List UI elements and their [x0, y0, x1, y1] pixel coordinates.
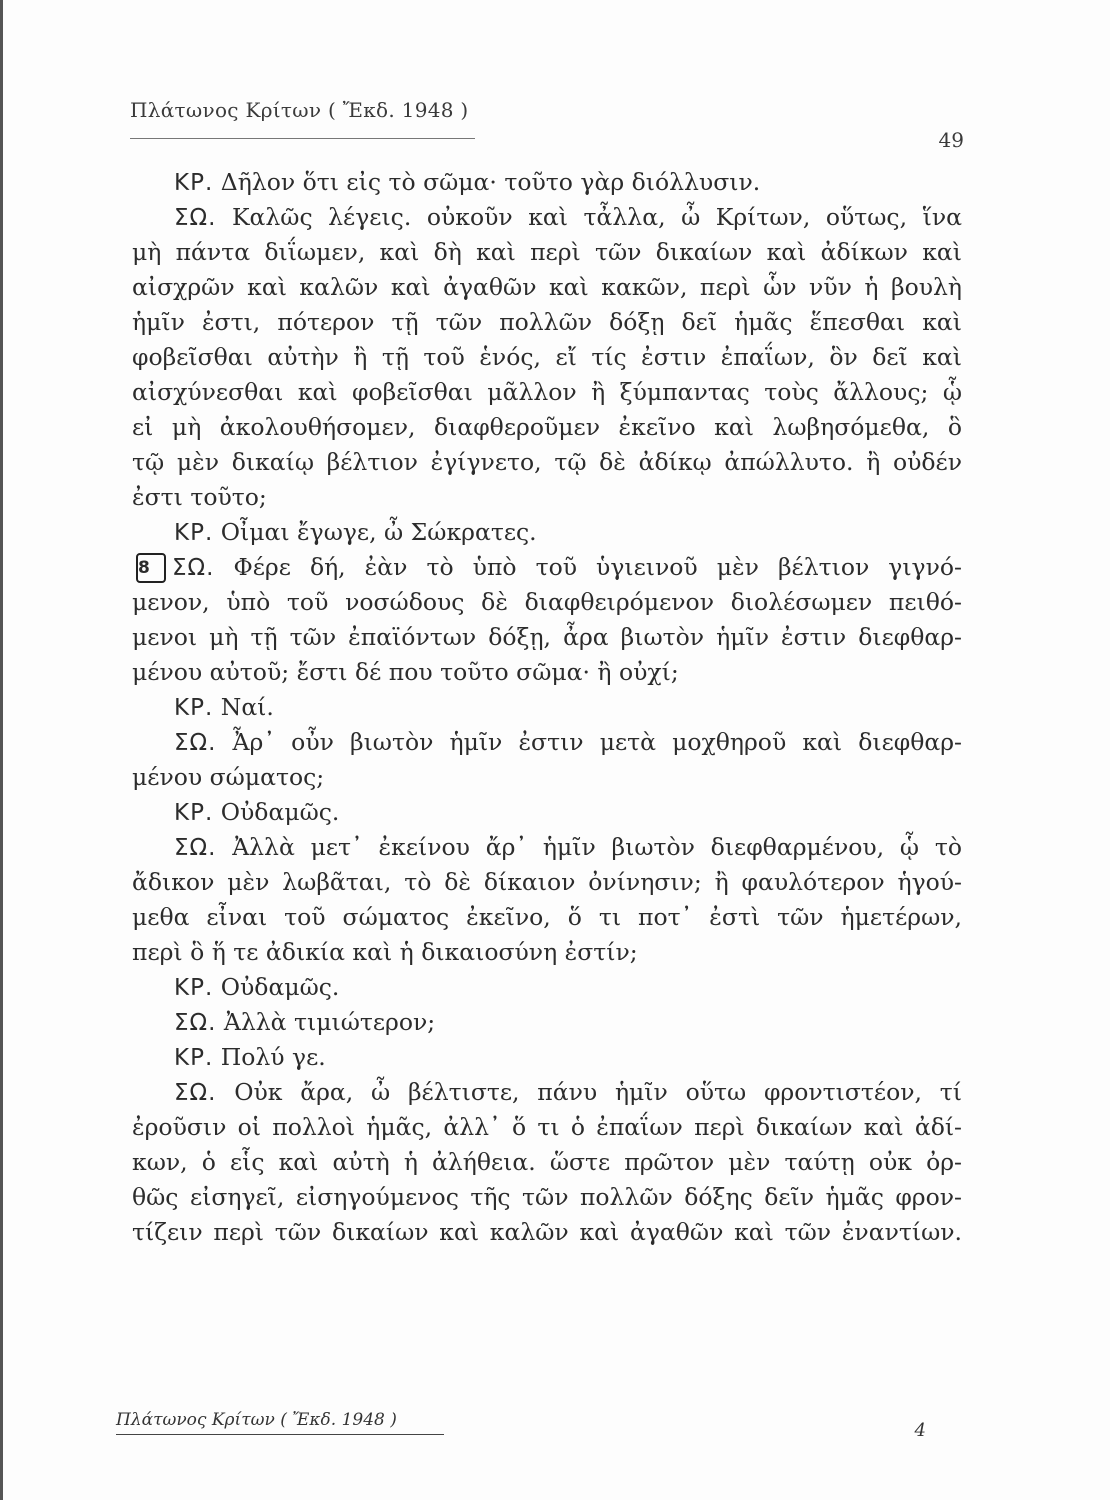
line-text: ἐροῦσιν οἱ πολλοὶ ἡμᾶς, ἀλλ᾽ ὅ τι ὁ ἐπαΐων περὶ δικαίων καὶ ἀδί-: [132, 1113, 962, 1141]
line-text: ἐστι τοῦτο;: [132, 483, 267, 511]
speaker-label: ΚΡ.: [174, 975, 214, 1001]
text-line: [132, 200, 962, 235]
text-line: [132, 1040, 962, 1075]
text-line: [132, 865, 962, 900]
line-text: μένου αὐτοῦ; ἔστι δέ που τοῦτο σῶμα· ἢ οὐχί;: [132, 658, 679, 686]
header-title: Πλάτωνος Κρίτων ( Ἔκδ. 1948 ): [130, 98, 469, 122]
line-text: θῶς εἰσηγεῖ, εἰσηγούμενος τῆς τῶν πολλῶν δόξης δεῖν ἡμᾶς φρον-: [132, 1183, 962, 1211]
text-line: [132, 585, 962, 620]
line-text: Φέρε δή, ἐὰν τὸ ὑπὸ τοῦ ὑγιεινοῦ μὲν βέλτιον γιγνό-: [233, 553, 962, 581]
line-text: μενοι μὴ τῇ τῶν ἐπαϊόντων δόξῃ, ἆρα βιωτὸν ἡμῖν ἐστιν διεφθαρ-: [132, 623, 962, 651]
line-text: τίζειν περὶ τῶν δικαίων καὶ καλῶν καὶ ἀγαθῶν καὶ τῶν ἐναντίων.: [132, 1218, 962, 1246]
text-line: [132, 375, 962, 410]
line-text: Οὐκ ἄρα, ὦ βέλτιστε, πάνυ ἡμῖν οὕτω φροντιστέον, τί: [234, 1078, 962, 1106]
line-text: Πολύ γε.: [220, 1043, 326, 1071]
text-line: [132, 165, 962, 200]
text-line: [132, 410, 962, 445]
speaker-label: ΣΩ.: [174, 835, 217, 861]
line-text: Ἀλλὰ μετ᾽ ἐκείνου ἄρ᾽ ἡμῖν βιωτὸν διεφθαρμένου, ᾧ τὸ: [232, 833, 962, 861]
line-text: Δῆλον ὅτι εἰς τὸ σῶμα· τοῦτο γὰρ διόλλυσιν.: [220, 168, 761, 196]
text-line: [132, 620, 962, 655]
text-line: [132, 305, 962, 340]
line-text: κων, ὁ εἷς καὶ αὐτὴ ἡ ἀλήθεια. ὥστε πρῶτον μὲν ταύτῃ οὐκ ὀρ-: [132, 1148, 962, 1176]
text-line: [132, 935, 962, 970]
text-line: [132, 515, 962, 550]
line-text: μένου σώματος;: [132, 763, 325, 791]
signature-mark: 4: [914, 1420, 926, 1441]
speaker-label: ΚΡ.: [174, 1045, 214, 1071]
header-rule: [130, 138, 475, 139]
text-line: [132, 1145, 962, 1180]
line-text: τῷ μὲν δικαίῳ βέλτιον ἐγίγνετο, τῷ δὲ ἀδίκῳ ἀπώλλυτο. ἢ οὐδέν: [132, 448, 962, 476]
text-line: [132, 1110, 962, 1145]
speaker-label: ΚΡ.: [174, 800, 214, 826]
line-text: αἰσχύνεσθαι καὶ φοβεῖσθαι μᾶλλον ἢ ξύμπαντας τοὺς ἄλλους; ᾧ: [132, 378, 962, 406]
speaker-label: ΣΩ.: [174, 1010, 217, 1036]
line-text: φοβεῖσθαι αὐτὴν ἢ τῇ τοῦ ἑνός, εἴ τίς ἐστιν ἐπαΐων, ὃν δεῖ καὶ: [132, 343, 962, 371]
text-line: [132, 1180, 962, 1215]
page-number: 49: [938, 128, 964, 152]
running-header: [130, 98, 970, 152]
footer-rule: [116, 1434, 444, 1435]
speaker-label: ΣΩ.: [174, 205, 217, 231]
text-line: [132, 655, 962, 690]
text-line: [132, 830, 962, 865]
speaker-label: ΚΡ.: [174, 520, 214, 546]
text-line: [132, 480, 962, 515]
text-line: [132, 270, 962, 305]
section-marker: 8: [136, 553, 166, 583]
text-line: [132, 725, 962, 760]
text-line: [132, 1215, 962, 1250]
text-line: [132, 760, 962, 795]
speaker-label: ΣΩ.: [172, 555, 215, 581]
line-text: περὶ ὃ ἥ τε ἀδικία καὶ ἡ δικαιοσύνη ἐστίν;: [132, 938, 638, 966]
speaker-label: ΚΡ.: [174, 695, 214, 721]
line-text: Οἶμαι ἔγωγε, ὦ Σώκρατες.: [220, 518, 537, 546]
text-line: [132, 1075, 962, 1110]
speaker-label: ΚΡ.: [174, 170, 214, 196]
text-line: [132, 690, 962, 725]
page-edge-shadow: [0, 0, 3, 1500]
line-text: Καλῶς λέγεις. οὐκοῦν καὶ τἆλλα, ὦ Κρίτων, οὕτως, ἵνα: [231, 203, 962, 231]
text-line: [132, 795, 962, 830]
text-line: [132, 970, 962, 1005]
line-text: αἰσχρῶν καὶ καλῶν καὶ ἀγαθῶν καὶ κακῶν, περὶ ὧν νῦν ἡ βουλὴ: [132, 273, 962, 301]
line-text: ἡμῖν ἐστι, πότερον τῇ τῶν πολλῶν δόξῃ δεῖ ἡμᾶς ἕπεσθαι καὶ: [132, 308, 962, 336]
text-line: [132, 340, 962, 375]
line-text: Ἀλλὰ τιμιώτερον;: [223, 1008, 436, 1036]
signature-footer: [116, 1410, 946, 1440]
text-line: [132, 1005, 962, 1040]
line-text: Οὐδαμῶς.: [220, 798, 340, 826]
line-text: μὴ πάντα διΐωμεν, καὶ δὴ καὶ περὶ τῶν δικαίων καὶ ἀδίκων καὶ: [132, 238, 962, 266]
text-line: [132, 445, 962, 480]
line-text: μεθα εἶναι τοῦ σώματος ἐκεῖνο, ὅ τι ποτ᾽ ἐστὶ τῶν ἡμετέρων,: [132, 903, 962, 931]
speaker-label: ΣΩ.: [174, 730, 217, 756]
footer-title: Πλάτωνος Κρίτων ( Ἔκδ. 1948 ): [116, 1410, 397, 1430]
line-text: εἰ μὴ ἀκολουθήσομεν, διαφθεροῦμεν ἐκεῖνο καὶ λωβησόμεθα, ὃ: [132, 413, 962, 441]
text-line: [132, 235, 962, 270]
text-line: [132, 550, 962, 585]
line-text: ἄδικον μὲν λωβᾶται, τὸ δὲ δίκαιον ὀνίνησιν; ἢ φαυλότερον ἡγού-: [132, 868, 962, 896]
line-text: Ναί.: [220, 693, 274, 721]
line-text: Ἆρ᾽ οὖν βιωτὸν ἡμῖν ἐστιν μετὰ μοχθηροῦ καὶ διεφθαρ-: [232, 728, 962, 756]
line-text: μενον, ὑπὸ τοῦ νοσώδους δὲ διαφθειρόμενον διολέσωμεν πειθό-: [132, 588, 962, 616]
dialogue-text: [132, 165, 962, 1250]
text-line: [132, 900, 962, 935]
speaker-label: ΣΩ.: [174, 1080, 217, 1106]
line-text: Οὐδαμῶς.: [220, 973, 340, 1001]
